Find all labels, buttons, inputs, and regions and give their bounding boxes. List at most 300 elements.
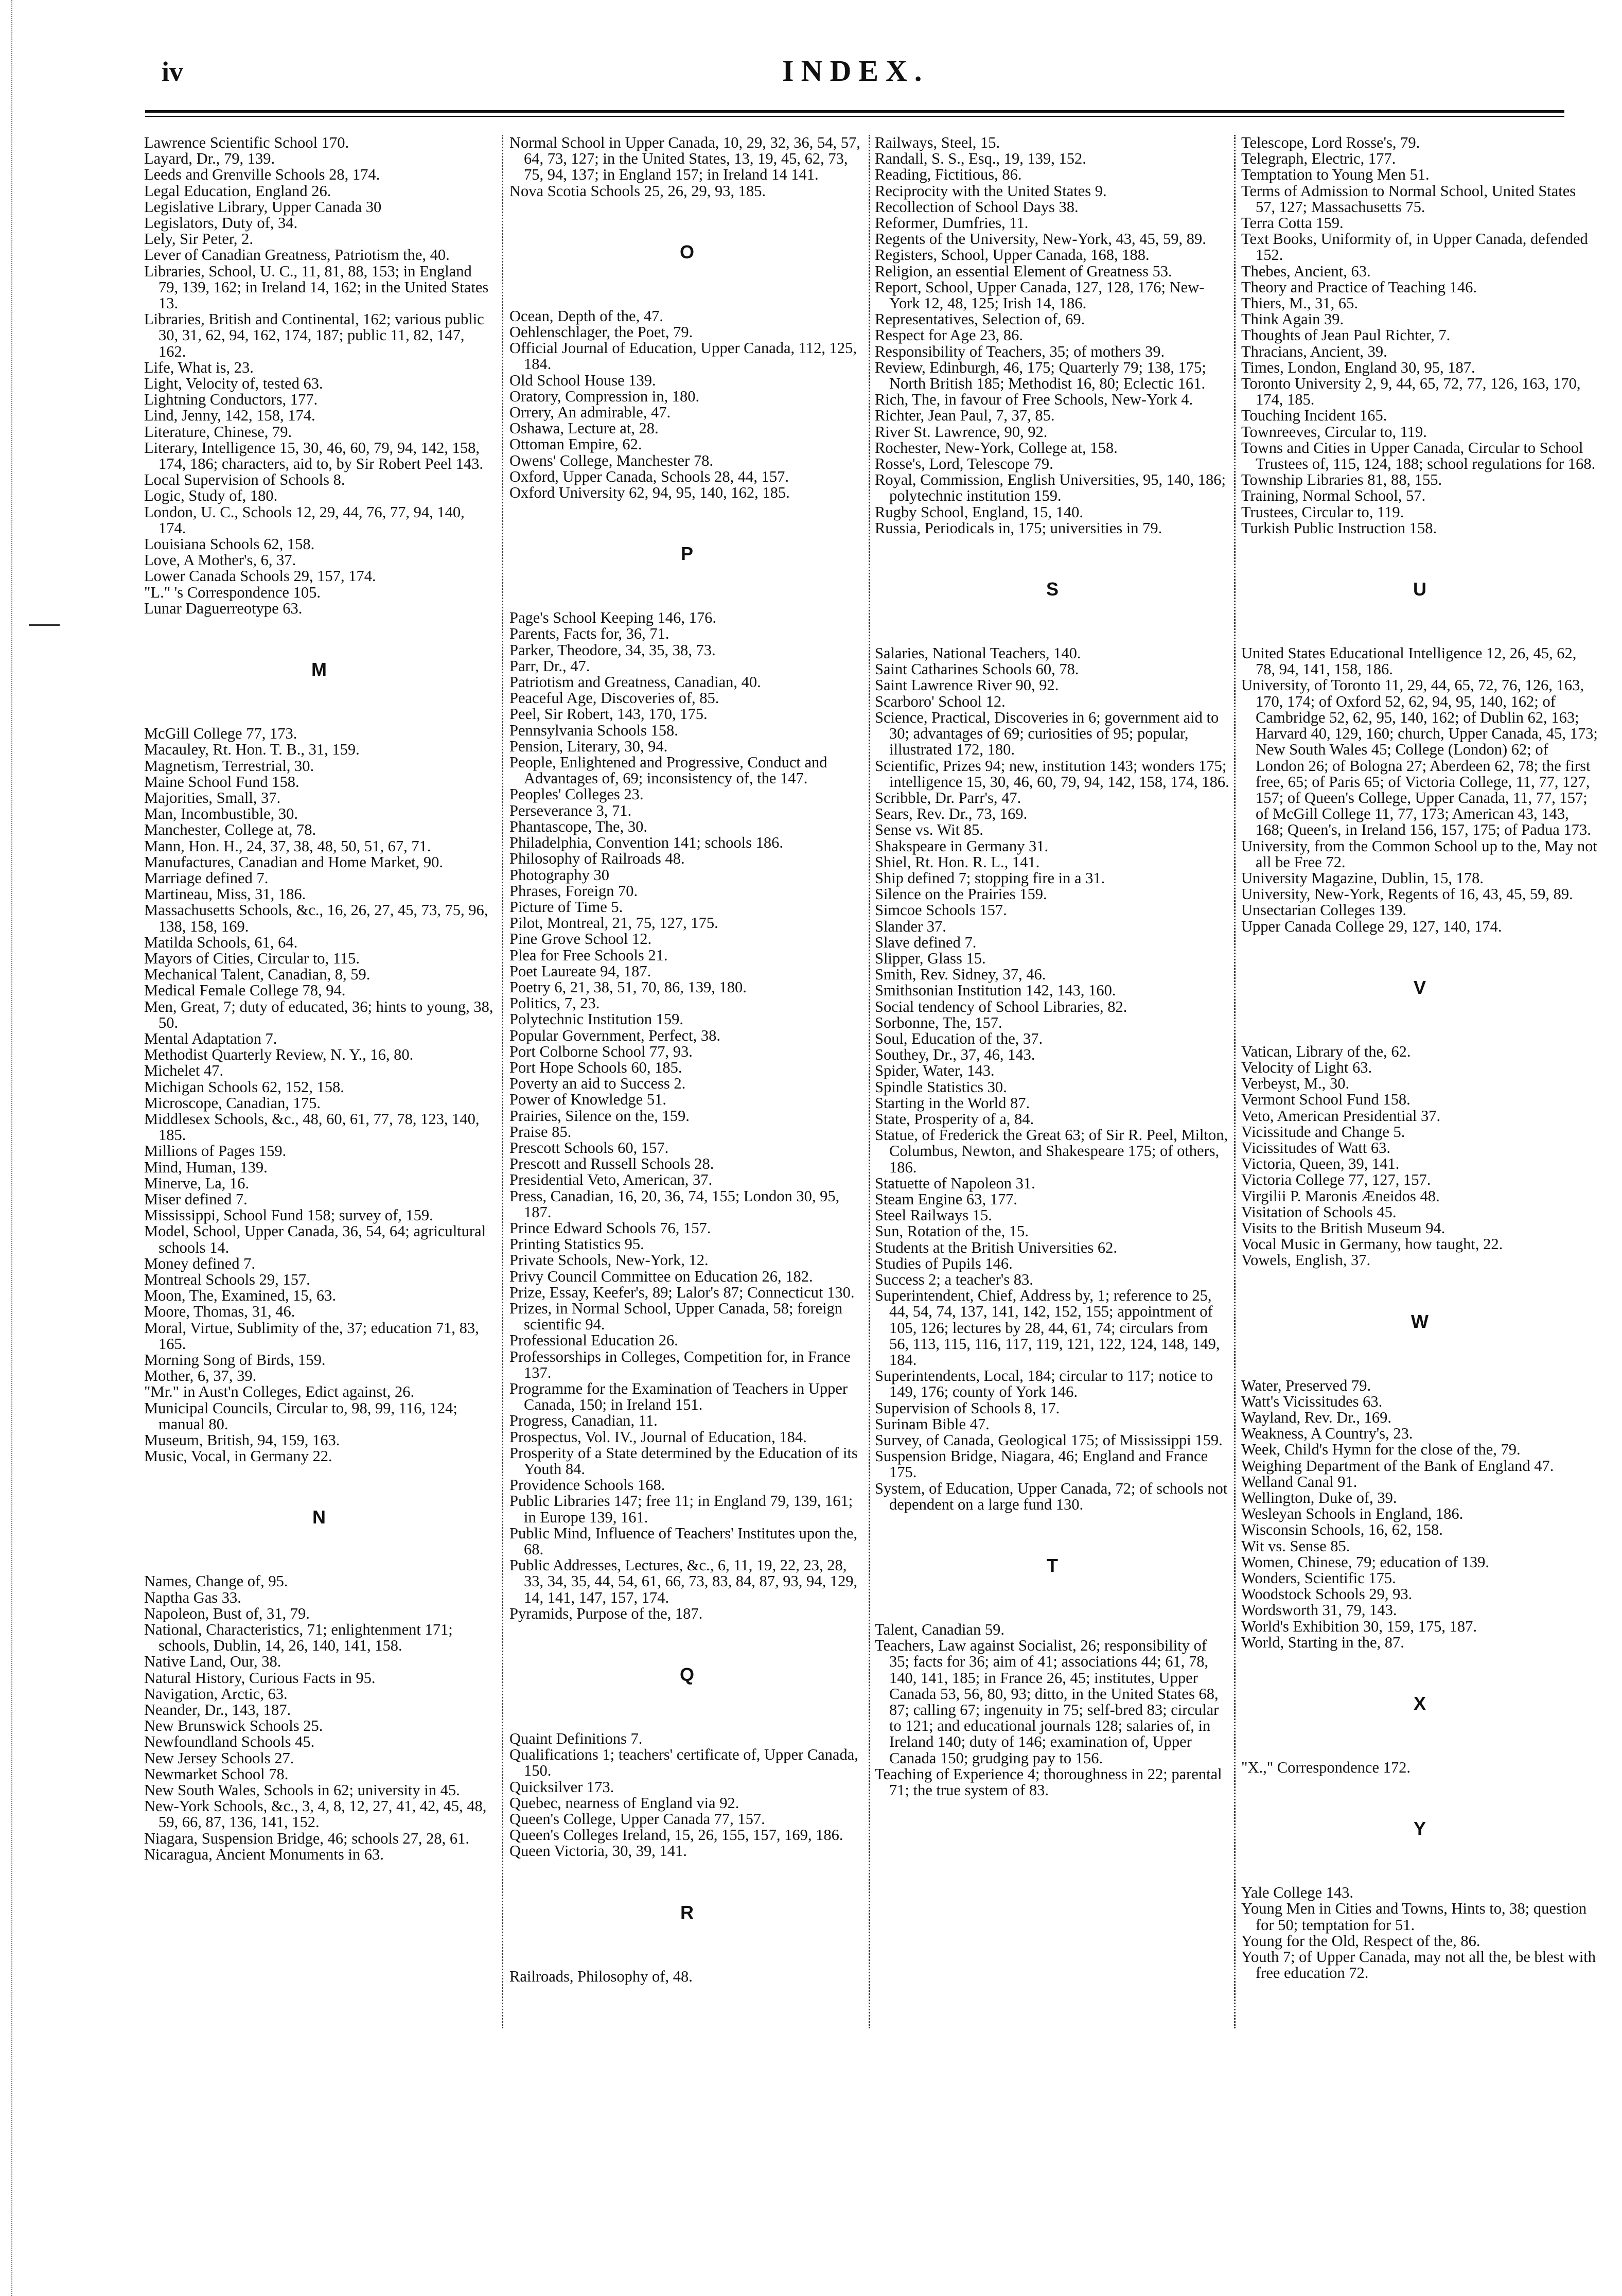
index-entry: Vicissitudes of Watt 63. xyxy=(1241,1138,1390,1156)
index-entry: Young for the Old, Respect of the, 86. xyxy=(1241,1932,1480,1950)
index-entry: Lind, Jenny, 142, 158, 174. xyxy=(144,407,315,425)
index-entry: Napoleon, Bust of, 31, 79. xyxy=(144,1604,310,1622)
index-entry: Museum, British, 94, 159, 163. xyxy=(144,1431,340,1449)
index-entry: Moral, Virtue, Sublimity of the, 37; education 71, 83, 165. xyxy=(144,1319,479,1353)
index-entry: Scribble, Dr. Parr's, 47. xyxy=(875,788,1021,807)
index-entry: Layard, Dr., 79, 139. xyxy=(144,150,275,168)
index-entry: Salaries, National Teachers, 140. xyxy=(875,644,1081,662)
index-entry: Perseverance 3, 71. xyxy=(509,801,632,819)
index-entry: Public Libraries 147; free 11; in England 79, 139, 161; in Europe 139, 161. xyxy=(509,1492,853,1526)
index-entry: Spindle Statistics 30. xyxy=(875,1078,1007,1096)
index-entry: Poet Laureate 94, 187. xyxy=(509,962,651,980)
index-column-3 xyxy=(875,135,1230,1798)
index-entry: Methodist Quarterly Review, N. Y., 16, 80. xyxy=(144,1046,414,1064)
index-entry: Mayors of Cities, Circular to, 115. xyxy=(144,949,360,967)
entry-list xyxy=(509,610,865,1622)
index-entry: Mind, Human, 139. xyxy=(144,1158,268,1176)
index-entry: Queen's College, Upper Canada 77, 157. xyxy=(509,1810,765,1828)
index-entry: Rochester, New-York, College at, 158. xyxy=(875,439,1118,457)
section-letter-n: N xyxy=(312,1506,326,1528)
index-entry: Majorities, Small, 37. xyxy=(144,788,281,807)
index-entry: Starting in the World 87. xyxy=(875,1094,1030,1112)
index-entry: Thoughts of Jean Paul Richter, 7. xyxy=(1241,326,1451,344)
index-entry: Orrery, An admirable, 47. xyxy=(509,404,671,422)
index-entry: Pine Grove School 12. xyxy=(509,930,652,948)
index-entry: Quaint Definitions 7. xyxy=(509,1730,643,1748)
index-column-4 xyxy=(1241,135,1598,1981)
index-entry: Light, Velocity of, tested 63. xyxy=(144,375,323,393)
index-entry: Mental Adaptation 7. xyxy=(144,1029,277,1047)
index-entry: Queen's Colleges Ireland, 15, 26, 155, 157, 169, 186. xyxy=(509,1826,843,1844)
index-entry: Ocean, Depth of the, 47. xyxy=(509,307,663,325)
entry-list xyxy=(1241,1760,1598,1776)
page-number: iv xyxy=(162,56,184,87)
index-entry: Railroads, Philosophy of, 48. xyxy=(509,1967,693,1985)
entry-list xyxy=(1241,645,1598,935)
index-entry: Leeds and Grenville Schools 28, 174. xyxy=(144,166,380,184)
index-entry: System, of Education, Upper Canada, 72; of schools not dependent on a large fund 130. xyxy=(875,1479,1228,1513)
index-entry: Thebes, Ancient, 63. xyxy=(1241,262,1371,280)
index-entry: Love, A Mother's, 6, 37. xyxy=(144,551,296,569)
index-entry: "Mr." in Aust'n Colleges, Edict against, 26. xyxy=(144,1383,415,1401)
index-entry: Philadelphia, Convention 141; schools 186. xyxy=(509,834,784,852)
entry-list xyxy=(875,135,1230,536)
index-entry: Southey, Dr., 37, 46, 143. xyxy=(875,1046,1035,1064)
index-entry: Morning Song of Birds, 159. xyxy=(144,1351,326,1369)
index-entry: Man, Incombustible, 30. xyxy=(144,805,298,823)
index-entry: Vowels, English, 37. xyxy=(1241,1251,1371,1269)
index-entry: Natural History, Curious Facts in 95. xyxy=(144,1669,376,1687)
index-entry: Wellington, Duke of, 39. xyxy=(1241,1489,1397,1506)
entry-list xyxy=(1241,1378,1598,1651)
index-entry: London, U. C., Schools 12, 29, 44, 76, 77, 94, 140, 174. xyxy=(144,503,465,537)
index-entry: Phrases, Foreign 70. xyxy=(509,882,638,900)
index-entry: Politics, 7, 23. xyxy=(509,994,600,1012)
index-entry: Report, School, Upper Canada, 127, 128, 176; New-York 12, 48, 125; Irish 14, 186. xyxy=(875,278,1205,312)
index-entry: Wisconsin Schools, 16, 62, 158. xyxy=(1241,1521,1443,1539)
section-letter-m: M xyxy=(311,659,327,680)
index-entry: Public Mind, Influence of Teachers' Institutes upon the, 68. xyxy=(509,1524,858,1558)
index-entry: Reciprocity with the United States 9. xyxy=(875,182,1107,200)
index-entry: Randall, S. S., Esq., 19, 139, 152. xyxy=(875,150,1086,168)
index-entry: Royal, Commission, English Universities, 95, 140, 186; polytechnic institution 159. xyxy=(875,471,1226,505)
index-column-2 xyxy=(509,135,865,1985)
index-entry: Rosse's, Lord, Telescope 79. xyxy=(875,455,1053,473)
index-entry: Local Supervision of Schools 8. xyxy=(144,471,345,489)
index-entry: New-York Schools, &c., 3, 4, 8, 12, 27, 41, 42, 45, 48, 59, 66, 87, 136, 141, 152. xyxy=(144,1797,487,1831)
index-entry: Literary, Intelligence 15, 30, 46, 60, 79, 94, 142, 158, 174, 186; characters, aid to, by Sir Robert Peel 143. xyxy=(144,439,484,473)
entry-list xyxy=(509,1731,865,1860)
index-entry: Minerve, La, 16. xyxy=(144,1174,250,1192)
index-entry: Vatican, Library of the, 62. xyxy=(1241,1042,1411,1060)
index-entry: Watt's Vicissitudes 63. xyxy=(1241,1392,1383,1410)
index-entry: Mann, Hon. H., 24, 37, 38, 48, 50, 51, 67, 71. xyxy=(144,837,431,855)
index-entry: Victoria, Queen, 39, 141. xyxy=(1241,1155,1400,1173)
index-entry: Literature, Chinese, 79. xyxy=(144,423,292,441)
index-entry: Terms of Admission to Normal School, United States 57, 127; Massachusetts 75. xyxy=(1241,182,1576,216)
index-entry: United States Educational Intelligence 12, 26, 45, 62, 78, 94, 141, 158, 186. xyxy=(1241,644,1577,678)
index-entry: Niagara, Suspension Bridge, 46; schools 27, 28, 61. xyxy=(144,1829,469,1847)
index-entry: Sun, Rotation of the, 15. xyxy=(875,1222,1029,1240)
index-entry: Marriage defined 7. xyxy=(144,869,269,887)
index-entry: Training, Normal School, 57. xyxy=(1241,487,1426,505)
index-entry: Talent, Canadian 59. xyxy=(875,1621,1004,1639)
index-entry: Privy Council Committee on Education 26, 182. xyxy=(509,1267,813,1285)
index-entry: Women, Chinese, 79; education of 139. xyxy=(1241,1553,1490,1571)
index-entry: Wayland, Rev. Dr., 169. xyxy=(1241,1408,1392,1426)
entry-list xyxy=(875,645,1230,1513)
index-entry: Simcoe Schools 157. xyxy=(875,901,1007,919)
index-entry: Neander, Dr., 143, 187. xyxy=(144,1701,291,1719)
index-entry: Navigation, Arctic, 63. xyxy=(144,1685,288,1703)
index-entry: Vermont School Fund 158. xyxy=(1241,1091,1411,1109)
index-entry: Naptha Gas 33. xyxy=(144,1588,241,1606)
index-entry: Port Hope Schools 60, 185. xyxy=(509,1058,682,1076)
index-entry: Touching Incident 165. xyxy=(1241,407,1387,425)
index-entry: Veto, American Presidential 37. xyxy=(1241,1107,1441,1125)
index-entry: New South Wales, Schools in 62; university in 45. xyxy=(144,1781,460,1799)
index-entry: Photography 30 xyxy=(509,866,610,884)
index-entry: Ship defined 7; stopping fire in a 31. xyxy=(875,869,1105,887)
index-entry: Registers, School, Upper Canada, 168, 188. xyxy=(875,246,1150,264)
index-entry: Port Colborne School 77, 93. xyxy=(509,1042,693,1060)
index-entry: Superintendent, Chief, Address by, 1; reference to 25, 44, 54, 74, 137, 141, 142, 152, 155; appointment of 105, 126; lectures by 28, 44, 61, 74; circulars from 56, 113, 115, 116, 117, 119, 121, 122, 124, 148, 149, 184. xyxy=(875,1287,1220,1369)
index-entry: Shakspeare in Germany 31. xyxy=(875,837,1049,855)
index-entry: Wonders, Scientific 175. xyxy=(1241,1569,1396,1587)
index-entry: Oehlenschlager, the Poet, 79. xyxy=(509,323,693,341)
index-entry: Official Journal of Education, Upper Canada, 112, 125, 184. xyxy=(509,339,857,373)
index-entry: Weighing Department of the Bank of England 47. xyxy=(1241,1457,1554,1475)
index-entry: University Magazine, Dublin, 15, 178. xyxy=(1241,869,1484,887)
index-entry: Smith, Rev. Sidney, 37, 46. xyxy=(875,966,1046,984)
index-entry: Programme for the Examination of Teachers in Upper Canada, 150; in Ireland 151. xyxy=(509,1380,848,1414)
entry-list xyxy=(875,1622,1230,1798)
index-entry: Poetry 6, 21, 38, 51, 70, 86, 139, 180. xyxy=(509,978,747,996)
index-entry: Surinam Bible 47. xyxy=(875,1415,990,1433)
index-entry: McGill College 77, 173. xyxy=(144,725,297,743)
section-letter-t: T xyxy=(1047,1555,1058,1576)
index-entry: Philosophy of Railroads 48. xyxy=(509,850,685,868)
index-entry: Popular Government, Perfect, 38. xyxy=(509,1026,720,1044)
index-entry: Ottoman Empire, 62. xyxy=(509,435,642,453)
index-entry: Quicksilver 173. xyxy=(509,1778,614,1796)
index-entry: National, Characteristics, 71; enlightenment 171; schools, Dublin, 14, 26, 140, 141, 158. xyxy=(144,1621,453,1655)
index-entry: Press, Canadian, 16, 20, 36, 74, 155; London 30, 95, 187. xyxy=(509,1187,840,1221)
index-entry: Moon, The, Examined, 15, 63. xyxy=(144,1287,337,1305)
index-entry: Toronto University 2, 9, 44, 65, 72, 77, 126, 163, 170, 174, 185. xyxy=(1241,375,1581,409)
index-entry: Success 2; a teacher's 83. xyxy=(875,1271,1033,1288)
index-entry: Massachusetts Schools, &c., 16, 26, 27, 45, 73, 75, 96, 138, 158, 169. xyxy=(144,901,488,935)
index-entry: "L." 's Correspondence 105. xyxy=(144,583,321,601)
index-entry: Peaceful Age, Discoveries of, 85. xyxy=(509,689,719,707)
index-entry: World, Starting in the, 87. xyxy=(1241,1633,1404,1651)
index-entry: "X.," Correspondence 172. xyxy=(1241,1759,1411,1777)
index-entry: Mississippi, School Fund 158; survey of, 159. xyxy=(144,1206,433,1224)
entry-list xyxy=(509,308,865,501)
index-entry: Telegraph, Electric, 177. xyxy=(1241,150,1396,168)
index-entry: Providence Schools 168. xyxy=(509,1476,665,1494)
index-entry: Verbeyst, M., 30. xyxy=(1241,1075,1350,1093)
index-entry: Wordsworth 31, 79, 143. xyxy=(1241,1601,1397,1619)
index-entry: Rich, The, in favour of Free Schools, New-York 4. xyxy=(875,391,1193,409)
index-entry: Turkish Public Instruction 158. xyxy=(1241,519,1437,537)
index-entry: Week, Child's Hymn for the close of the, 79. xyxy=(1241,1441,1521,1459)
column-divider xyxy=(869,135,870,2028)
index-entry: Thracians, Ancient, 39. xyxy=(1241,342,1387,360)
index-entry: Quebec, nearness of England via 92. xyxy=(509,1794,739,1812)
index-entry: Temptation to Young Men 51. xyxy=(1241,166,1430,184)
index-entry: Visitation of Schools 45. xyxy=(1241,1203,1397,1221)
index-entry: Lightning Conductors, 177. xyxy=(144,391,318,409)
index-entry: Youth 7; of Upper Canada, may not all the, be blest with free education 72. xyxy=(1241,1948,1596,1982)
index-entry: People, Enlightened and Progressive, Conduct and Advantages of, 69; inconsistency of, the 147. xyxy=(509,753,827,787)
index-entry: Plea for Free Schools 21. xyxy=(509,946,668,964)
index-entry: Statuette of Napoleon 31. xyxy=(875,1174,1035,1192)
section-letter-o: O xyxy=(679,241,694,262)
index-entry: Matilda Schools, 61, 64. xyxy=(144,933,298,951)
entry-list xyxy=(144,1573,494,1863)
index-entry: Teachers, Law against Socialist, 26; responsibility of 35; facts for 36; aim of 41; associations 44; 61, 78, 140, 141, 185; in France 26, 45; institutes, Upper Canada 53, 56, 80, 93; ditto, in the United States 68, 87; calling 67; ingenuity in 75; self-bred 83; circular to 121; and educational journals 128; salaries of, in Ireland 140; duty of 146; examination of, Upper Canada 150; grudging pay to 156. xyxy=(875,1637,1219,1767)
index-entry: Studies of Pupils 146. xyxy=(875,1254,1013,1272)
index-entry: Prospectus, Vol. IV., Journal of Education, 184. xyxy=(509,1428,807,1446)
entry-list xyxy=(1241,1885,1598,1981)
index-entry: Reading, Fictitious, 86. xyxy=(875,166,1022,184)
index-entry: Wit vs. Sense 85. xyxy=(1241,1537,1350,1555)
index-entry: Visits to the British Museum 94. xyxy=(1241,1219,1445,1237)
index-entry: Soul, Education of the, 37. xyxy=(875,1029,1043,1047)
index-entry: Patriotism and Greatness, Canadian, 40. xyxy=(509,673,761,691)
index-entry: Review, Edinburgh, 46, 175; Quarterly 79; 138, 175; North British 185; Methodist 16, 80; Eclectic 161. xyxy=(875,358,1206,393)
index-entry: Sears, Rev. Dr., 73, 169. xyxy=(875,805,1028,823)
index-entry: Old School House 139. xyxy=(509,371,656,389)
index-entry: Printing Statistics 95. xyxy=(509,1235,644,1253)
index-entry: Saint Lawrence River 90, 92. xyxy=(875,676,1059,694)
index-entry: Qualifications 1; teachers' certificate of, Upper Canada, 150. xyxy=(509,1746,858,1780)
index-entry: Times, London, England 30, 95, 187. xyxy=(1241,358,1475,376)
index-entry: Victoria College 77, 127, 157. xyxy=(1241,1171,1431,1189)
index-entry: Moore, Thomas, 31, 46. xyxy=(144,1303,295,1321)
index-entry: Polytechnic Institution 159. xyxy=(509,1010,684,1028)
index-entry: Prescott Schools 60, 157. xyxy=(509,1138,669,1156)
index-entry: Religion, an essential Element of Greatness 53. xyxy=(875,262,1172,280)
index-entry: Science, Practical, Discoveries in 6; government aid to 30; advantages of 69; curiosities of 95; popular, illustrated 172, 180. xyxy=(875,708,1219,759)
index-entry: Pension, Literary, 30, 94. xyxy=(509,737,668,755)
section-letter-q: Q xyxy=(679,1664,694,1686)
index-entry: Microscope, Canadian, 175. xyxy=(144,1094,321,1112)
index-entry: Students at the British Universities 62. xyxy=(875,1238,1118,1256)
index-entry: New Jersey Schools 27. xyxy=(144,1749,294,1767)
index-entry: Reformer, Dumfries, 11. xyxy=(875,214,1029,232)
index-entry: Legislators, Duty of, 34. xyxy=(144,214,298,232)
index-entry: Supervision of Schools 8, 17. xyxy=(875,1399,1060,1417)
index-entry: Lower Canada Schools 29, 157, 174. xyxy=(144,567,376,585)
index-entry: Pilot, Montreal, 21, 75, 127, 175. xyxy=(509,914,718,932)
index-entry: Macauley, Rt. Hon. T. B., 31, 159. xyxy=(144,741,360,759)
index-entry: Oxford, Upper Canada, Schools 28, 44, 157. xyxy=(509,467,789,485)
index-entry: Lawrence Scientific School 170. xyxy=(144,134,349,151)
index-entry: Native Land, Our, 38. xyxy=(144,1653,281,1671)
index-entry: Prosperity of a State determined by the Education of its Youth 84. xyxy=(509,1444,858,1478)
index-entry: Wesleyan Schools in England, 186. xyxy=(1241,1505,1464,1523)
index-entry: Lely, Sir Peter, 2. xyxy=(144,230,253,248)
index-entry: Weakness, A Country's, 23. xyxy=(1241,1425,1413,1443)
index-entry: Steam Engine 63, 177. xyxy=(875,1190,1018,1208)
index-entry: Millions of Pages 159. xyxy=(144,1142,287,1160)
index-entry: Middlesex Schools, &c., 48, 60, 61, 77, 78, 123, 140, 185. xyxy=(144,1110,480,1144)
index-entry: Yale College 143. xyxy=(1241,1884,1354,1902)
entry-list xyxy=(144,135,494,617)
index-entry: Scientific, Prizes 94; new, institution 143; wonders 175; intelligence 15, 30, 46, 60, 79, 94, 142, 158, 174, 186. xyxy=(875,757,1229,791)
index-entry: Virgilii P. Maronis Æneidos 48. xyxy=(1241,1187,1440,1205)
index-entry: Mechanical Talent, Canadian, 8, 59. xyxy=(144,966,371,984)
index-entry: Steel Railways 15. xyxy=(875,1206,992,1224)
index-entry: Trustees, Circular to, 119. xyxy=(1241,503,1404,521)
index-entry: Welland Canal 91. xyxy=(1241,1473,1357,1491)
column-divider xyxy=(502,135,503,2028)
index-entry: Scarboro' School 12. xyxy=(875,692,1006,710)
entry-list xyxy=(509,1969,865,1985)
index-entry: Upper Canada College 29, 127, 140, 174. xyxy=(1241,917,1502,935)
index-entry: Parker, Theodore, 34, 35, 38, 73. xyxy=(509,641,716,659)
index-entry: Queen Victoria, 30, 39, 141. xyxy=(509,1842,687,1860)
index-entry: Logic, Study of, 180. xyxy=(144,487,278,505)
section-letter-y: Y xyxy=(1413,1818,1426,1839)
index-entry: Music, Vocal, in Germany 22. xyxy=(144,1447,332,1465)
index-entry: Prizes, in Normal School, Upper Canada, 58; foreign scientific 94. xyxy=(509,1299,843,1334)
index-entry: Newfoundland Schools 45. xyxy=(144,1733,315,1751)
entry-list xyxy=(1241,1044,1598,1269)
index-entry: Silence on the Prairies 159. xyxy=(875,885,1047,903)
index-entry: Peel, Sir Robert, 143, 170, 175. xyxy=(509,705,708,723)
index-entry: Social tendency of School Libraries, 82. xyxy=(875,997,1127,1015)
section-letter-u: U xyxy=(1413,579,1426,600)
index-entry: Maine School Fund 158. xyxy=(144,773,299,791)
index-entry: Recollection of School Days 38. xyxy=(875,198,1079,216)
column-divider xyxy=(1234,135,1236,2028)
index-entry: University, New-York, Regents of 16, 43, 45, 59, 89. xyxy=(1241,885,1573,903)
index-entry: Page's School Keeping 146, 176. xyxy=(509,609,716,627)
index-entry: Slave defined 7. xyxy=(875,933,977,951)
index-entry: Oshawa, Lecture at, 28. xyxy=(509,419,659,437)
entry-list xyxy=(144,726,494,1464)
index-entry: Smithsonian Institution 142, 143, 160. xyxy=(875,982,1116,1000)
margin-mark xyxy=(29,624,60,626)
index-entry: Think Again 39. xyxy=(1241,310,1344,328)
index-entry: Pennsylvania Schools 158. xyxy=(509,721,678,739)
index-entry: Township Libraries 81, 88, 155. xyxy=(1241,471,1442,489)
index-entry: Professional Education 26. xyxy=(509,1331,678,1349)
index-entry: Oratory, Compression in, 180. xyxy=(509,387,700,405)
index-entry: Magnetism, Terrestrial, 30. xyxy=(144,757,314,775)
index-entry: Mother, 6, 37, 39. xyxy=(144,1367,257,1385)
index-entry: Praise 85. xyxy=(509,1123,572,1141)
index-entry: Miser defined 7. xyxy=(144,1190,248,1208)
index-entry: Municipal Councils, Circular to, 98, 99, 116, 124; manual 80. xyxy=(144,1399,457,1433)
index-entry: Lever of Canadian Greatness, Patriotism the, 40. xyxy=(144,246,450,264)
header-rule xyxy=(145,110,1564,113)
entry-list xyxy=(1241,135,1598,536)
index-entry: Newmarket School 78. xyxy=(144,1765,289,1783)
index-entry: Picture of Time 5. xyxy=(509,898,623,916)
index-entry: Townreeves, Circular to, 119. xyxy=(1241,423,1427,441)
index-entry: Normal School in Upper Canada, 10, 29, 32, 36, 54, 57, 64, 73, 127; in the United States, 13, 19, 45, 62, 73, 75, 94, 137; in England 157; in Ireland 14 141. xyxy=(509,134,860,184)
index-entry: Statue, of Frederick the Great 63; of Sir R. Peel, Milton, Columbus, Newton, and Shakespeare 175; of others, 186. xyxy=(875,1126,1228,1176)
index-entry: Saint Catharines Schools 60, 78. xyxy=(875,660,1079,678)
index-entry: Telescope, Lord Rosse's, 79. xyxy=(1241,134,1420,151)
index-entry: Survey, of Canada, Geological 175; of Mississippi 159. xyxy=(875,1431,1223,1449)
index-entry: Private Schools, New-York, 12. xyxy=(509,1251,709,1269)
index-entry: Spider, Water, 143. xyxy=(875,1062,995,1080)
index-entry: Shiel, Rt. Hon. R. L., 141. xyxy=(875,853,1040,871)
index-entry: Legal Education, England 26. xyxy=(144,182,331,200)
index-entry: Michelet 47. xyxy=(144,1062,224,1080)
index-entry: Teaching of Experience 4; thoroughness in 22; parental 71; the true system of 83. xyxy=(875,1765,1222,1799)
index-entry: Montreal Schools 29, 157. xyxy=(144,1271,310,1288)
index-entry: Young Men in Cities and Towns, Hints to, 38; question for 50; temptation for 51. xyxy=(1241,1900,1587,1934)
index-entry: Public Addresses, Lectures, &c., 6, 11, 19, 22, 23, 28, 33, 34, 35, 44, 54, 61, 66, 73, 83, 84, 87, 93, 94, 129, 14, 141, 147, 157, 174. xyxy=(509,1556,858,1606)
index-entry: Towns and Cities in Upper Canada, Circular to School Trustees of, 115, 124, 188; school regulations for 168. xyxy=(1241,439,1596,473)
index-entry: Sorbonne, The, 157. xyxy=(875,1013,1002,1031)
index-entry: Legislative Library, Upper Canada 30 xyxy=(144,198,382,216)
entry-list xyxy=(509,135,865,199)
index-entry: Nova Scotia Schools 25, 26, 29, 93, 185. xyxy=(509,182,766,200)
index-entry: Slipper, Glass 15. xyxy=(875,949,986,967)
index-entry: Men, Great, 7; duty of educated, 36; hints to young, 38, 50. xyxy=(144,997,493,1031)
index-entry: Responsibility of Teachers, 35; of mothers 39. xyxy=(875,342,1165,360)
index-entry: Vicissitude and Change 5. xyxy=(1241,1123,1405,1141)
index-entry: State, Prosperity of a, 84. xyxy=(875,1110,1034,1128)
index-column-1 xyxy=(144,135,494,1863)
index-entry: River St. Lawrence, 90, 92. xyxy=(875,423,1048,441)
index-entry: Poverty an aid to Success 2. xyxy=(509,1075,686,1093)
index-entry: Peoples' Colleges 23. xyxy=(509,785,644,803)
index-entry: Prescott and Russell Schools 28. xyxy=(509,1155,714,1173)
index-entry: Model, School, Upper Canada, 36, 54, 64; agricultural schools 14. xyxy=(144,1222,486,1256)
header-rule-thin xyxy=(145,116,1564,117)
index-entry: Libraries, School, U. C., 11, 81, 88, 153; in England 79, 139, 162; in Ireland 14, 162; in the United States 13. xyxy=(144,262,489,312)
index-entry: Names, Change of, 95. xyxy=(144,1572,288,1590)
section-letter-v: V xyxy=(1413,976,1426,998)
page-title: INDEX. xyxy=(782,54,929,87)
index-entry: Theory and Practice of Teaching 146. xyxy=(1241,278,1477,296)
index-entry: Text Books, Uniformity of, in Upper Canada, defended 152. xyxy=(1241,230,1588,264)
index-entry: Owens' College, Manchester 78. xyxy=(509,451,713,469)
index-entry: Progress, Canadian, 11. xyxy=(509,1412,658,1430)
index-entry: Power of Knowledge 51. xyxy=(509,1091,666,1109)
index-entry: Richter, Jean Paul, 7, 37, 85. xyxy=(875,407,1055,425)
index-entry: Louisiana Schools 62, 158. xyxy=(144,535,315,553)
index-entry: University, of Toronto 11, 29, 44, 65, 72, 76, 126, 163, 170, 174; of Oxford 52, 62, 94, 95, 140, 162; of Cambridge 52, 62, 95, 140, 162; of Dublin 62, 163; Harvard 40, 129, 160; church, Upper Canada, 45, 173; New South Wales 45; College (London) 62; of London 26; of Bologna 27; Aberdeen 62, 78; the first free, 65; of Paris 65; of Victoria College, 11, 77, 127, 157; of Queen's College, Upper Canada, 11, 77, 157; of McGill College 11, 77, 173; American 43, 143, 168; Queen's, in Ireland 156, 157, 175; of Padua 173. xyxy=(1241,676,1598,839)
index-entry: Money defined 7. xyxy=(144,1254,255,1272)
section-letter-r: R xyxy=(680,1901,694,1923)
index-entry: Terra Cotta 159. xyxy=(1241,214,1344,232)
index-entry: Life, What is, 23. xyxy=(144,358,254,376)
index-entry: Superintendents, Local, 184; circular to 117; notice to 149, 176; county of York 146. xyxy=(875,1367,1213,1401)
section-letter-s: S xyxy=(1046,579,1059,600)
index-entry: Michigan Schools 62, 152, 158. xyxy=(144,1078,344,1096)
section-letter-w: W xyxy=(1411,1310,1429,1332)
index-entry: Water, Preserved 79. xyxy=(1241,1376,1371,1394)
index-entry: Medical Female College 78, 94. xyxy=(144,982,346,1000)
index-entry: Vocal Music in Germany, how taught, 22. xyxy=(1241,1235,1503,1253)
section-letter-p: P xyxy=(680,543,693,565)
index-entry: Pyramids, Purpose of the, 187. xyxy=(509,1604,703,1622)
index-entry: Phantascope, The, 30. xyxy=(509,817,647,835)
margin-binding-dots xyxy=(11,0,12,2296)
section-letter-x: X xyxy=(1413,1693,1426,1714)
index-entry: Parents, Facts for, 36, 71. xyxy=(509,625,669,643)
index-entry: Woodstock Schools 29, 93. xyxy=(1241,1585,1413,1603)
